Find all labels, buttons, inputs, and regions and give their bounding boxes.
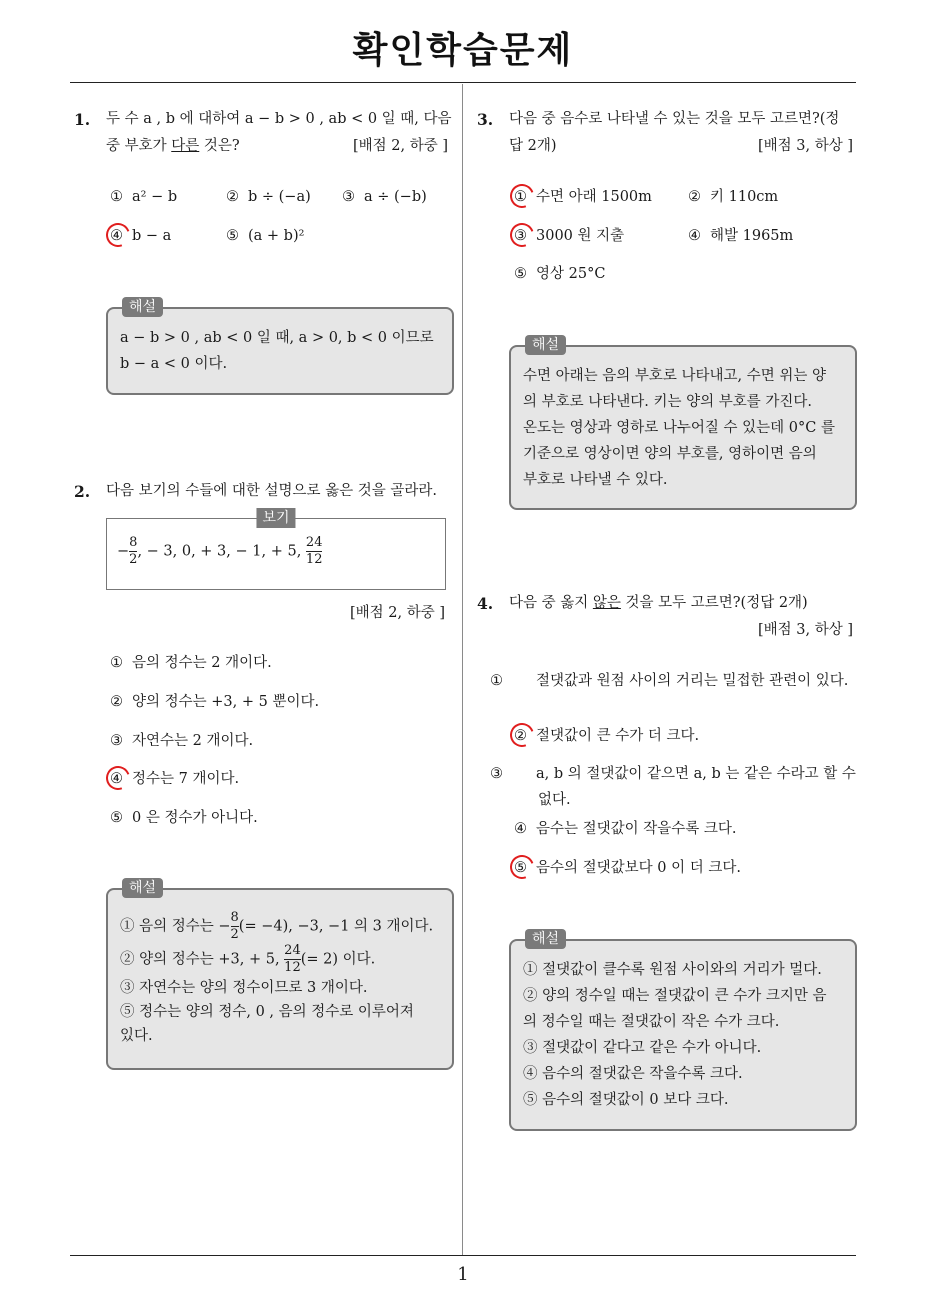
explanation-text: ⑤ 음수의 절댓값이 0 보다 크다.	[523, 1092, 729, 1108]
example-tag: 보기	[256, 508, 295, 528]
explanation-box	[106, 880, 454, 1070]
question-text: 다음 중 음수로 나타낼 수 있는 것을 모두 고르면?(정	[509, 111, 840, 127]
explanation-text: a − b > 0 , ab < 0 일 때, a > 0, b < 0 이므로	[120, 330, 434, 346]
choice-3[interactable]: ③ a ÷ (−b)	[342, 189, 427, 205]
example-box	[106, 510, 446, 590]
explanation-text: 온도는 영상과 영하로 나누어질 수 있는데 0°C 를	[523, 420, 835, 436]
explanation-tag: 해설	[525, 929, 566, 949]
underlined-keyword: 않은	[592, 595, 621, 611]
column-divider	[462, 84, 463, 1255]
choice-4[interactable]: ④ 해발 1965m	[688, 228, 794, 244]
footer-rule	[70, 1255, 856, 1256]
explanation-text: ③ 자연수는 양의 정수이므로 3 개이다.	[120, 980, 368, 996]
choice-5[interactable]: ⑤ 영상 25°C	[514, 266, 606, 282]
question-text: 것은?	[199, 138, 240, 154]
explanation-text: ⑤ 정수는 양의 정수, 0 , 음의 정수로 이루어져	[120, 1004, 414, 1020]
explanation-box	[509, 337, 857, 510]
question-number: 2.	[74, 482, 91, 501]
question-number: 4.	[477, 594, 494, 613]
explanation-tag: 해설	[122, 297, 163, 317]
explanation-text: 의 정수일 때는 절댓값이 작은 수가 크다.	[523, 1014, 780, 1030]
choice-5[interactable]: ⑤ (a + b)²	[226, 228, 305, 244]
choice-2[interactable]: ② 양의 정수는 +3, + 5 뿐이다.	[110, 694, 320, 710]
fraction: $\frac{24}{12}$	[284, 943, 301, 975]
explanation-text: ② 양의 정수는 +3, + 5, $\frac{24}{12}$ (= 2) 이다.	[120, 943, 376, 975]
explanation-box	[106, 299, 454, 395]
header-rule	[70, 82, 856, 83]
question-text: 다음 보기의 수들에 대한 설명으로 옳은 것을 골라라.	[106, 483, 438, 499]
choice-1[interactable]: ① 수면 아래 1500m	[514, 189, 652, 205]
explanation-text: ① 음의 정수는 − $\frac{8}{2}$ (= −4), −3, −1 의 3 개이다.	[120, 910, 434, 942]
choice-3[interactable]: ③ 자연수는 2 개이다.	[110, 733, 254, 749]
explanation-text: ① 절댓값이 클수록 원점 사이와의 거리가 멀다.	[523, 962, 822, 978]
explanation-text: 있다.	[120, 1028, 153, 1044]
underlined-keyword: 다른	[171, 138, 200, 154]
explanation-text: ③ 절댓값이 같다고 같은 수가 아니다.	[523, 1040, 762, 1056]
question-4	[477, 590, 857, 644]
question-text: 두 수 a , b 에 대하여 a − b > 0 , ab < 0 일 때, 다음	[106, 111, 452, 127]
choice-1[interactable]: ① a² − b	[110, 189, 178, 205]
choice-5[interactable]: ⑤ 0 은 정수가 아니다.	[110, 810, 258, 826]
question-3	[477, 106, 857, 160]
score-meta: [배점 3, 하상 ]	[757, 138, 853, 154]
choice-5[interactable]: ⑤ 음수의 절댓값보다 0 이 더 크다.	[514, 860, 741, 876]
question-text: 것을 모두 고르면?(정답 2개)	[620, 595, 808, 611]
question-number: 1.	[74, 110, 91, 129]
explanation-text: 의 부호로 나타낸다. 키는 양의 부호를 가진다.	[523, 394, 812, 410]
choice-3[interactable]: ③ 3000 원 지출	[514, 228, 625, 244]
choice-2[interactable]: ② b ÷ (−a)	[226, 189, 311, 205]
example-numbers: − $\frac{8}{2}$ , − 3, 0, + 3, − 1, + 5, $\frac{24}{12}$	[117, 535, 323, 567]
page-title: 확인학습문제	[352, 30, 574, 71]
explanation-text: b − a < 0 이다.	[120, 356, 228, 372]
explanation-text: 기준으로 영상이면 양의 부호를, 영하이면 음의	[523, 446, 817, 462]
explanation-box	[509, 931, 857, 1131]
choice-1[interactable]: ① 절댓값과 원점 사이의 거리는 밀접한 관련이 있다.	[490, 673, 849, 689]
question-text: 답 2개)	[509, 138, 557, 154]
choice-2[interactable]: ② 키 110cm	[688, 189, 779, 205]
score-meta: [배점 2, 하중 ]	[352, 138, 448, 154]
fraction: $\frac{24}{12}$	[305, 535, 323, 567]
question-text: 중 부호가	[106, 138, 172, 154]
score-meta: [배점 2, 하중 ]	[350, 605, 446, 621]
explanation-text: 부호로 나타낼 수 있다.	[523, 472, 668, 488]
choice-4[interactable]: ④ 정수는 7 개이다.	[110, 771, 240, 787]
choice-2[interactable]: ② 절댓값이 큰 수가 더 크다.	[514, 728, 700, 744]
fraction: $\frac{8}{2}$	[129, 535, 138, 567]
explanation-text: ④ 음수의 절댓값은 작을수록 크다.	[523, 1066, 743, 1082]
question-text: 다음 중 옳지	[509, 595, 593, 611]
explanation-text: 수면 아래는 음의 부호로 나타내고, 수면 위는 양	[523, 368, 827, 384]
page-number: 1	[457, 1264, 469, 1285]
choice-1[interactable]: ① 음의 정수는 2 개이다.	[110, 655, 272, 671]
score-meta: [배점 3, 하상 ]	[757, 622, 853, 638]
choice-4[interactable]: ④ b − a	[110, 228, 172, 244]
question-2	[74, 478, 456, 505]
explanation-tag: 해설	[525, 335, 566, 355]
question-1	[74, 106, 454, 160]
choice-3[interactable]: ③ a, b 의 절댓값이 같으면 a, b 는 같은 수라고 할 수 없다.	[490, 766, 856, 808]
explanation-text: ② 양의 정수일 때는 절댓값이 큰 수가 크지만 음	[523, 988, 827, 1004]
explanation-tag: 해설	[122, 878, 163, 898]
question-number: 3.	[477, 110, 494, 129]
fraction: $\frac{8}{2}$	[230, 910, 239, 942]
choice-4[interactable]: ④ 음수는 절댓값이 작을수록 크다.	[514, 821, 737, 837]
